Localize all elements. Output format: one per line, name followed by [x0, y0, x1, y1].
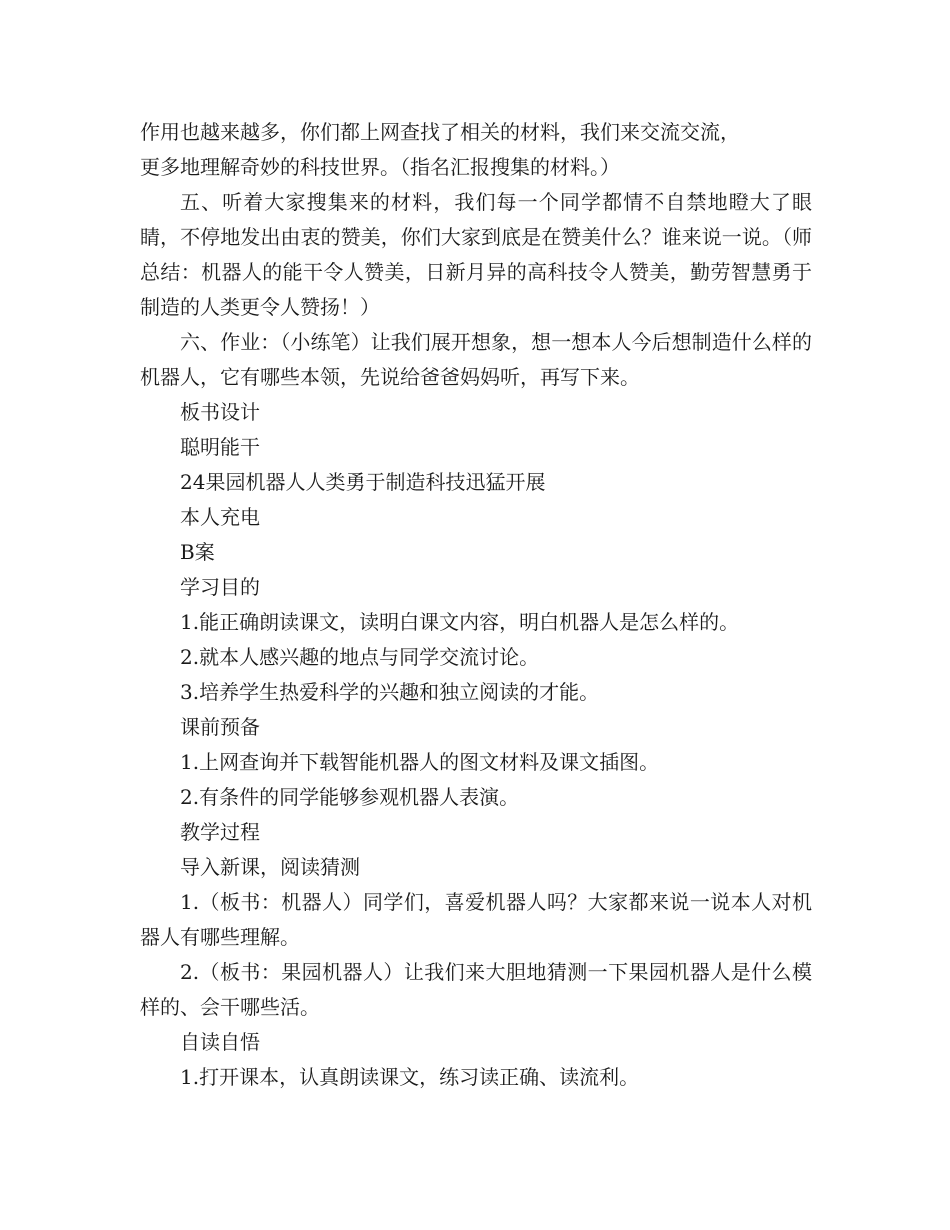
goal-item-2: 2.就本人感兴趣的地点与同学交流讨论。 [180, 645, 540, 669]
prep-item-2: 2.有条件的同学能够参观机器人表演。 [180, 785, 520, 809]
heading-learning-goals: 学习目的 [180, 575, 260, 599]
process-item-2: 2.（板书：果园机器人）让我们来大胆地猜测一下果园机器人是什么模样的、会干哪些活。 [140, 960, 812, 1019]
goal-item-1: 1.能正确朗读课文，读明白课文内容，明白机器人是怎么样的。 [180, 610, 740, 634]
prep-item-1: 1.上网查询并下载智能机器人的图文材料及课文插图。 [180, 750, 660, 774]
heading-plan-b: B案 [180, 540, 215, 564]
heading-self-study: 本人充电 [180, 505, 260, 529]
heading-preparation: 课前预备 [180, 715, 260, 739]
heading-self-reading: 自读自悟 [180, 1030, 260, 1054]
document-body [140, 115, 812, 1095]
heading-board-design: 板书设计 [180, 400, 260, 424]
heading-intro-lesson: 导入新课，阅读猜测 [180, 855, 360, 879]
paragraph-section-six-homework: 六、作业：（小练笔）让我们展开想象，想一想本人今后想制造什么样的机器人，它有哪些本领，先说给爸爸妈妈听，再写下来。 [140, 330, 812, 389]
heading-teaching-process: 教学过程 [180, 820, 260, 844]
board-line-clever: 聪明能干 [180, 435, 260, 459]
goal-item-3: 3.培养学生热爱科学的兴趣和独立阅读的才能。 [180, 680, 600, 704]
process-item-1: 1.（板书：机器人）同学们，喜爱机器人吗？大家都来说一说本人对机器人有哪些理解。 [140, 890, 812, 949]
board-line-title: 24果园机器人人类勇于制造科技迅猛开展 [180, 470, 546, 494]
paragraph-section-five: 五、听着大家搜集来的材料，我们每一个同学都情不自禁地瞪大了眼睛，不停地发出由衷的赞美，你们大家到底是在赞美什么？谁来说一说。（师总结：机器人的能干令人赞美，日新月异的高科技令人赞美，勤劳智慧勇于制造的人类更令人赞扬！） [140, 190, 812, 319]
paragraph-continued-line-1: 作用也越来越多，你们都上网查找了相关的材料，我们来交流交流， [140, 120, 740, 144]
paragraph-continued-line-2: 更多地理解奇妙的科技世界。（指名汇报搜集的材料。） [140, 155, 620, 179]
reading-item-1: 1.打开课本，认真朗读课文，练习读正确、读流利。 [180, 1065, 640, 1089]
